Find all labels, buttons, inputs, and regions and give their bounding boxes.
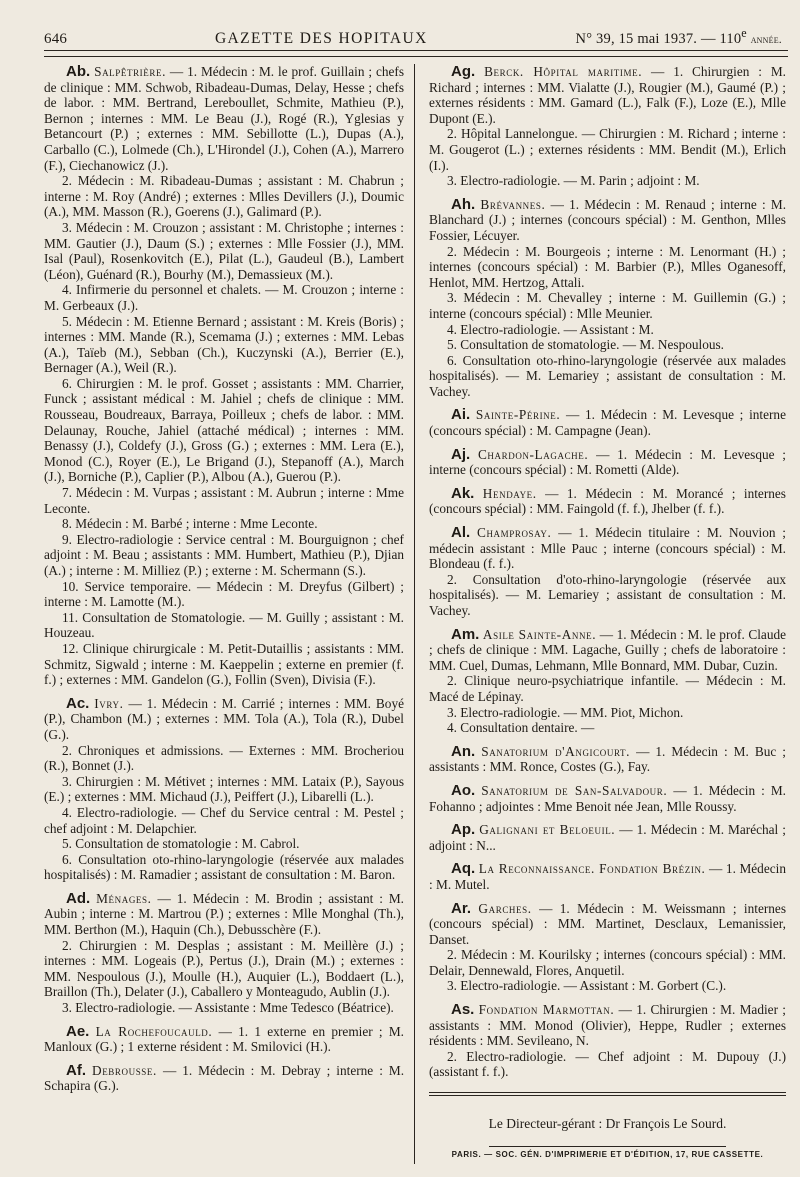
entry-text: — 1. Chirurgien : M. Richard ; internes : MM. Vialatte (J.), Rougier (M.), Gaumé (P.) ; externes résidents : MM. Gamard (L.), Falk (F.), Loze (E.), Mlle Dupont (E.). [429,64,787,126]
hospital-entry [429,627,786,736]
hospital-entry [429,901,786,995]
entry-paragraph: 5. Consultation de stomatologie. — M. Nespoulous. [447,337,725,353]
entry-paragraph: 2. Chroniques et admissions. — Externes : MM. Brocheriou (R.), Bonnet (J.). [44,742,404,774]
entry-text: — 1. Médecin : M. le prof. Guillain ; chefs de clinique : MM. Schwob, Ribadeau-Dumas, Delay, Hesse ; chefs de labor. : MM. Bertrand, Lereboullet, Schmite, Mathieu (P.), Bernon ; internes : MM. Le Beau (J.), Rogé (R.), Yglesias y Betancourt (P.) ; externes : MM. Sebillotte (L.), Dupas (A.), Carballo (C.), Lolmede (Ch.), L'Hirondel (J.), Cohen (A.), Marrero (F.), Ciechanowicz (J.). [44,64,405,173]
right-column [415,64,786,1164]
hospital-entry [429,525,786,619]
entry-first-paragraph [429,822,786,853]
entry-code: Ao. [451,781,476,799]
entry-paragraph: 6. Chirurgien : M. le prof. Gosset ; assistants : MM. Charrier, Funck ; assistant médical : M. Jahiel ; chefs de clinique : MM. Rousseau, Boudreaux, Barraya, Poilleux ; chefs de labor. : MM. Delaunay, Rouche, Jahiel (attaché médical) ; internes : MM. Benassy (J.), Coldefy (J.), Gross (G.) ; externes : MM. Lera (E.), Monod (C.), Royer (E.), Le Brigand (J.), Stepanoff (A.), March (J.), Borniche (P.), Caplier (P.), Albou (A.), Guerou (P.). [44,375,404,485]
hospital-entry [429,197,786,400]
entry-text: — 1. Médecin : M. Morancé ; internes (concours spécial) : MM. Faingold (f. f.), Jhelber (f. f.). [429,485,786,517]
footer-rule-1 [429,1092,786,1093]
hospital-name: Chardon-Lagache. [477,446,589,462]
entry-paragraph: 2. Médecin : M. Bourgeois ; interne : M. Lenormant (H.) ; internes (concours spécial) : M. Barbier (P.), Mlles Oganesoff, Henlot, MM. Hertzog, Attali. [429,243,786,290]
page-header [44,26,782,48]
entry-paragraph: 12. Clinique chirurgicale : M. Petit-Dutaillis ; assistants : MM. Schmitz, Sigwald ; interne : M. Kaeppelin ; externe en premier (f. f.) ; externes : MM. Gandelon (G.), Follin (Sven), Divisia (F.). [44,640,404,688]
entry-paragraph: 10. Service temporaire. — Médecin : M. Dreyfus (Gilbert) ; interne : M. Lamotte (M.). [44,578,404,610]
entry-code: Ad. [66,889,91,907]
entry-paragraph: 2. Consultation d'oto-rhino-laryngologie (réservée aux hospitalisés). — M. Lemariey ; assistant de consultation : M. Vachey. [429,571,786,618]
hospital-entry [429,783,786,814]
entry-paragraph: 6. Consultation oto-rhino-laryngologie (réservée aux malades hospitalisés). — M. Lemariey ; assistant de consultation : M. Vachey. [429,352,786,399]
hospital-entry [44,64,404,688]
entry-code: Ak. [451,484,475,502]
entry-code: An. [451,742,476,760]
entry-code: Ab. [66,63,91,80]
hospital-name: Garches. [478,900,532,916]
header-rule-top [44,50,788,51]
entry-paragraph: 3. Electro-radiologie. — Assistant : M. Gorbert (C.). [447,978,727,994]
header-rule-bottom [44,56,788,57]
footer-rule-2 [429,1095,786,1096]
entry-paragraph: 4. Consultation dentaire. — [447,720,595,736]
hospital-entry [44,696,404,883]
entry-paragraph: 2. Médecin : M. Kourilsky ; internes (concours spécial) : MM. Delair, Dennewald, Flores, Anquetil. [429,947,786,978]
entry-first-paragraph [44,64,404,173]
hospital-name: Galignani et Beloeuil. [479,822,616,838]
entry-first-paragraph [429,407,786,438]
entry-text: — 1. Médecin titulaire : M. Nouvion ; médecin assistant : Mlle Pauc ; interne (concours spécial) : M. Blondeau (f. f.). [429,525,786,572]
entry-text: — 1. Médecin : M. Fohanno ; adjointes : Mme Benoit née Jean, Mlle Roussy. [429,782,786,814]
hospital-entry [429,64,786,189]
entry-first-paragraph [429,447,786,478]
hospital-entry [429,861,786,892]
entry-text: — 1. 1 externe en premier ; M. Manloux (G.) ; 1 externe résident : M. Smilovici (H.). [44,1023,404,1055]
entry-paragraph: 5. Médecin : M. Etienne Bernard ; assistant : M. Kreis (Boris) ; internes : MM. Mande (R.), Scemama (J.) ; externes : MM. Lebas (A.), Taïeb (M.), Sebban (Ch.), Kuczynski (A.), Berrier (E.), Bernager (A.), Weil (R.). [44,313,404,376]
hospital-entry [44,1024,404,1055]
year-word: année. [750,31,782,46]
entry-code: Ap. [451,821,476,839]
hospital-name: Salpêtrière. [94,64,166,79]
entry-paragraph: 2. Electro-radiologie. — Chef adjoint : M. Dupouy (J.) (assistant f. f.). [429,1048,786,1080]
journal-title: GAZETTE DES HOPITAUX [214,29,428,47]
entry-paragraph: 7. Médecin : M. Vurpas ; assistant : M. Aubrun ; interne : Mme Leconte. [44,485,404,516]
entry-paragraph: 8. Médecin : M. Barbé ; interne : Mme Leconte. [62,516,318,532]
hospital-name: Sanatorium d'Angicourt. [481,743,631,759]
entry-paragraph: 4. Electro-radiologie. — Chef du Service central : M. Pestel ; chef adjoint : M. Delapchier. [44,804,404,836]
entry-paragraph: 5. Consultation de stomatologie : M. Cabrol. [62,836,300,852]
hospital-name: Brévannes. [480,196,546,212]
entry-paragraph: 3. Chirurgien : M. Métivet ; internes : MM. Lataix (P.), Sayous (E.) ; externes : MM. Michaud (J.), Peiffert (J.), Libarelli (L.). [44,773,404,805]
entry-code: Al. [451,524,471,542]
entry-code: Ac. [66,694,90,712]
entry-first-paragraph [429,627,786,674]
entry-first-paragraph [44,1024,404,1055]
entry-first-paragraph [429,861,786,892]
entry-code: Aj. [451,445,471,463]
entry-paragraph: 9. Electro-radiologie : Service central : M. Bourguignon ; chef adjoint : M. Beau ; assistants : MM. Humbert, Mathieu (P.), Djian (A.) ; interne : M. Milliez (P.) ; externe : M. Schermann (S.). [44,531,404,578]
entry-code: Af. [66,1061,86,1079]
entry-first-paragraph [429,197,786,244]
entry-first-paragraph [429,486,786,517]
hospital-name: La Rochefoucauld. [95,1023,213,1039]
entry-text: — 1. Médecin : M. Weissmann ; internes (concours spécial) : MM. Martinet, Desclaux, Lemanissier, Danset. [429,900,787,947]
year-superscript: e [741,26,747,40]
entry-first-paragraph [429,525,786,572]
entry-paragraph: 2. Chirurgien : M. Desplas ; assistant : M. Meillère (J.) ; internes : MM. Logeais (P.), Pertus (J.), Drain (M.) ; externes : MM. Nespoulous (J.), Moulle (H.), Auquier (L.), Boddaert (L.), Braillon (Th.), Delater (J.), Caballero y Monteagudo, Aublin (J.). [44,937,404,1000]
entry-code: Ah. [451,195,476,213]
entry-text: — 1. Médecin : M. Debray ; interne : M. Schapira (G.). [44,1062,405,1094]
entry-first-paragraph [429,744,786,775]
entry-text: — 1. Médecin : M. Renaud ; interne : M. Blanchard (J.) ; internes (concours spécial) : M. Genthon, Mlles Fossier, Lécuyer. [429,196,787,243]
hospital-entry [429,486,786,517]
left-column [44,64,415,1164]
hospital-entry [429,447,786,478]
entry-paragraph: 2. Médecin : M. Ribadeau-Dumas ; assistant : M. Chabrun ; interne : M. Roy (André) ; externes : Mlles Devillers (J.), Doumic (A.), MM. Masson (R.), Goerens (J.), Galimard (P.). [44,173,404,220]
entry-text: — 1. Chirurgien : M. Madier ; assistants : MM. Monod (Olivier), Heppe, Rudler ; externes résidents : MM. Sevileano, N. [429,1002,786,1049]
entry-code: As. [451,1001,475,1019]
entry-paragraph: 2. Clinique neuro-psychiatrique infantile. — Médecin : M. Macé de Lépinay. [429,673,786,704]
hospital-entry [429,1002,786,1080]
entry-text: — 1. Médecin : M. Buc ; assistants : MM. Ronce, Costes (G.), Fay. [429,743,786,775]
entry-paragraph: 3. Médecin : M. Chevalley ; interne : M. Guillemin (G.) ; interne (concours spécial) : Mlle Meunier. [429,290,786,321]
entry-code: Ai. [451,406,471,424]
hospital-name: La Reconnaissance. Fondation Brézin. [478,861,706,877]
hospital-entry [429,744,786,775]
entry-text: — 1. Médecin : M. Carrié ; internes : MM. Boyé (P.), Chambon (M.) ; externes : MM. Tola (A.), Tola (R.), Dubel (G.). [44,695,404,742]
hospital-entry [429,822,786,853]
entry-code: Am. [451,625,480,643]
entry-text: — 1. Médecin : M. Maréchal ; adjoint : N... [429,822,786,853]
page-number: 646 [44,30,68,47]
issue-line [576,26,782,48]
entry-paragraph: 6. Consultation oto-rhino-laryngologie (réservée aux malades hospitalisés) : M. Ramadier ; assistant de consultation : M. Baron. [44,851,404,883]
entry-paragraph: 4. Infirmerie du personnel et chalets. — M. Crouzon ; interne : M. Gerbeaux (J.). [44,282,404,313]
entry-first-paragraph [429,901,786,948]
entry-text: — 1. Médecin : M. le prof. Claude ; chefs de clinique : MM. Lagache, Guilly ; chefs de laboratoire : MM. Cuel, Dumas, Lehmann, Mlle Bonnard, MM. Dubar, Cuzin. [429,626,787,673]
entry-paragraph: 3. Médecin : M. Crouzon ; assistant : M. Christophe ; internes : MM. Gautier (J.), Daum (S.) ; externes : Mlle Fossier (J.), MM. Isal (Paul), Rosenkovitch (E.), Pilat (L.), Gaudeul (B.), Lambert (Léon), Guénard (R.), Bourhy (M.), Demassieux (M.). [44,219,404,282]
hospital-name: Champrosay. [476,525,552,541]
hospital-entry [44,1063,404,1094]
entry-first-paragraph [429,64,786,126]
entry-code: Ar. [451,899,472,917]
entry-first-paragraph [44,1063,404,1094]
hospital-name: Ménages. [96,890,152,906]
hospital-name: Berck. Hôpital maritime. [484,64,643,79]
entry-text: — 1. Médecin : M. Levesque ; interne (concours spécial) : M. Rometti (Alde). [429,446,787,478]
director-line: Le Directeur-gérant : Dr François Le Sourd. [488,1116,727,1132]
entry-code: Aq. [451,860,476,878]
entry-first-paragraph [44,891,404,938]
hospital-name: Asile Sainte-Anne. [482,626,597,642]
entry-paragraph: 3. Electro-radiologie. — Assistante : Mme Tedesco (Béatrice). [62,1000,394,1016]
entry-first-paragraph [429,783,786,814]
hospital-entry [429,407,786,438]
imprint-line: PARIS. — SOC. GÉN. D'IMPRIMERIE ET D'ÉDITION, 17, RUE CASSETTE. [451,1149,764,1159]
hospital-name: Debrousse. [92,1062,157,1078]
year-number: — 110 [700,30,742,47]
entry-text: — 1. Médecin : M. Levesque ; interne (concours spécial) : M. Campagne (Jean). [429,407,786,439]
entry-first-paragraph [44,696,404,743]
hospital-name: Hendaye. [482,485,537,501]
entry-text: — 1. Médecin : M. Mutel. [429,861,786,892]
hospital-name: Fondation Marmottan. [478,1002,615,1018]
entry-paragraph: 2. Hôpital Lannelongue. — Chirurgien : M. Richard ; interne : M. Gougerot (L.) ; externes résidents : MM. Bendit (M.), Erlich (I.). [429,126,786,173]
entry-text: — 1. Médecin : M. Brodin ; assistant : M. Aubin ; interne : M. Martrou (P.) ; externes : Mlle Monghal (Th.), MM. Berthon (M.), Haquin (Ch.), Debusschère (F.). [44,890,405,938]
entry-paragraph: 3. Electro-radiologie. — MM. Piot, Michon. [447,704,684,720]
issue-date: N° 39, 15 mai 1937. [575,30,698,47]
hospital-name: Ivry. [94,695,124,711]
entry-code: Ag. [451,63,476,80]
entry-paragraph: 4. Electro-radiologie. — Assistant : M. [447,321,654,337]
entry-code: Ae. [66,1022,90,1040]
entry-paragraph: 11. Consultation de Stomatologie. — M. Guilly ; assistant : M. Houzeau. [44,609,404,641]
hospital-name: Sanatorium de San-Salvadour. [481,782,668,798]
two-column-body [44,64,786,1164]
entry-first-paragraph [429,1002,786,1049]
hospital-entry [44,891,404,1016]
right-entries [429,64,786,1080]
hospital-name: Sainte-Périne. [475,407,561,423]
entry-paragraph: 3. Electro-radiologie. — M. Parin ; adjoint : M. [447,173,700,189]
